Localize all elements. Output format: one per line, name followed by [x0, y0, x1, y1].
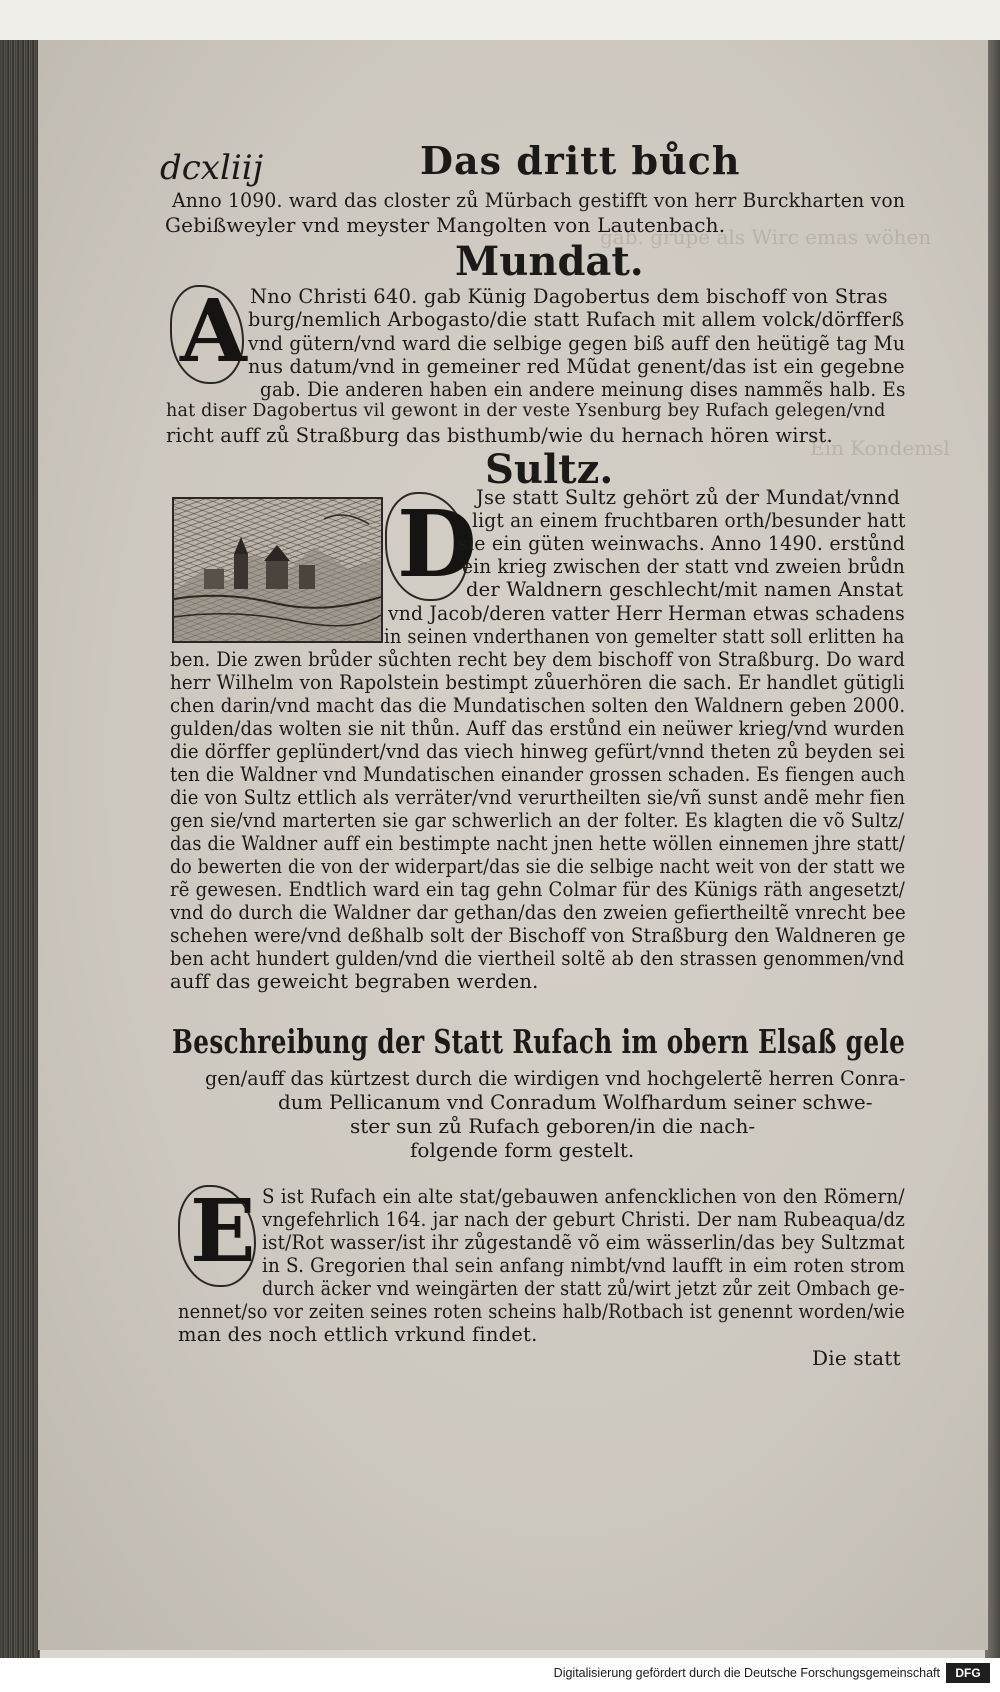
dfg-logo-icon: DFG	[946, 1663, 990, 1683]
sultz-line: ten die Waldner vnd Mundatischen einander grossen schaden. Es fiengen auch	[170, 763, 906, 786]
sultz-line: schehen were/vnd deßhalb solt der Bischoff von Straßburg den Waldneren ge	[170, 924, 906, 947]
section-heading-rufach: Beschreibung der Statt Rufach im obern Elsaß gele	[172, 1022, 906, 1061]
ornamental-initial-a: A	[170, 285, 245, 385]
sultz-line: die dörffer geplündert/vnd das viech hinweg gefürt/vnnd theten zů beyden sei	[170, 740, 906, 763]
section-heading-sultz: Sultz.	[485, 446, 614, 493]
sultz-line: sie ein güten weinwachs. Anno 1490. erstůnd	[458, 532, 906, 555]
rufach-line: S ist Rufach ein alte stat/gebauwen anfencklichen von den Römern/	[262, 1185, 905, 1208]
rufach-subheading-line: gen/auff das kürtzest durch die wirdigen vnd hochgelertẽ herren Conra-	[205, 1066, 906, 1090]
sultz-line: Jse statt Sultz gehört zů der Mundat/vnnd	[476, 486, 901, 509]
rufach-line: ist/Rot wasser/ist ihr zůgestandẽ võ eim wässerlin/das bey Sultzmat	[262, 1231, 905, 1254]
sultz-line: gulden/das wolten sie nit thůn. Auff das erstůnd ein neüwer krieg/vnd wurden	[170, 717, 905, 740]
sultz-line: gen sie/vnd marterten sie gar schwerlich an der folter. Es klagten die võ Sultz/	[170, 809, 905, 832]
sultz-line: chen darin/vnd macht das die Mundatischen solten den Waldnern geben 2000.	[170, 694, 906, 717]
sultz-line: das die Waldner auff ein bestimpte nacht jnen hette wöllen einnemen jhre statt/	[170, 832, 906, 855]
mundat-line: Nno Christi 640. gab Künig Dagobertus dem bischoff von Stras	[250, 285, 888, 308]
sultz-line: herr Wilhelm von Rapolstein bestimpt zůuerhören die sach. Er handlet gütigli	[170, 671, 905, 694]
mundat-line: hat diser Dagobertus vil gewont in der veste Ysenburg bey Rufach gelegen/vnd	[166, 401, 886, 421]
sultz-line: auff das geweicht begraben werden.	[170, 970, 539, 993]
folio-number: dcxliij	[160, 148, 264, 188]
sultz-line: vnd Jacob/deren vatter Herr Herman etwas schadens	[388, 602, 905, 625]
funding-credit: Digitalisierung gefördert durch die Deutsche Forschungsgemeinschaft	[553, 1666, 940, 1680]
rufach-line: man des noch ettlich vrkund findet.	[178, 1323, 538, 1346]
sultz-line: in seinen vnderthanen von gemelter statt soll erlitten ha	[384, 625, 905, 648]
bleed-through-text: gab. grupe als Wirc emas wöhen	[600, 225, 932, 249]
mundat-line: gab. Die anderen haben ein andere meinung dises nammẽs halb. Es	[260, 378, 906, 401]
sultz-line: die von Sultz ettlich als verräter/vnd verurtheilten sie/vñ sunst andẽ mehr fien	[170, 786, 906, 809]
sultz-line: ben. Die zwen brůder sůchten recht bey dem bischoff von Straßburg. Do ward	[170, 648, 906, 671]
rufach-subheading-line: dum Pellicanum vnd Conradum Wolfhardum seiner schwe-	[278, 1090, 873, 1114]
rufach-subheading-line: ster sun zů Rufach geboren/in die nach-	[350, 1114, 756, 1138]
running-head: Das dritt bůch	[420, 138, 741, 183]
rufach-line: durch äcker vnd weingärten der statt zů/wirt jetzt zůr zeit Ombach ge-	[262, 1277, 905, 1300]
ornamental-initial-e: E	[178, 1185, 256, 1287]
rufach-line: nennet/so vor zeiten seines roten scheins halb/Rotbach ist genennt worden/wie	[178, 1300, 906, 1323]
sultz-line: der Waldnern geschlecht/mit namen Anstat	[466, 578, 904, 601]
sultz-line: ein krieg zwischen der statt vnd zweien brůdn	[462, 555, 905, 578]
intro-line: Anno 1090. ward das closter zů Mürbach gestifft von herr Burckharten von	[172, 188, 906, 212]
town-view-woodcut-icon	[172, 497, 383, 643]
intro-line: Gebißweyler vnd meyster Mangolten von Lautenbach.	[165, 213, 726, 237]
rufach-line: in S. Gregorien thal sein anfang nimbt/vnd laufft in eim roten strom	[262, 1254, 906, 1277]
bleed-through-text: Ein Kondemsl	[810, 436, 950, 460]
section-heading-mundat: Mundat.	[455, 238, 644, 285]
rufach-line: vngefehrlich 164. jar nach der geburt Christi. Der nam Rubeaqua/dz	[262, 1208, 906, 1231]
mundat-line: burg/nemlich Arbogasto/die statt Rufach mit allem volck/dörfferß	[248, 308, 905, 331]
mundat-line: richt auff zů Straßburg das bisthumb/wie du hernach hören wirst.	[166, 424, 833, 447]
sultz-line: rẽ gewesen. Endtlich ward ein tag gehn Colmar für des Künigs räth angesetzt/	[170, 878, 906, 901]
sultz-line: ben acht hundert gulden/vnd die viertheil soltẽ ab den strassen genommen/vnd	[170, 947, 905, 970]
book-page-edges	[0, 40, 40, 1658]
sultz-line: ligt an einem fruchtbaren orth/besunder hatt	[472, 509, 906, 532]
rufach-subheading-line: folgende form gestelt.	[410, 1138, 635, 1162]
sultz-line: vnd do durch die Waldner dar gethan/das den zweien gefiertheiltẽ vnrecht bee	[170, 901, 906, 924]
catchword: Die statt	[812, 1346, 901, 1370]
mundat-line: vnd gütern/vnd ward die selbige gegen biß auff den heütigẽ tag Mu	[248, 332, 906, 355]
sultz-line: do bewerten die von der widerpart/das sie die selbige nacht weit von der statt we	[170, 855, 906, 878]
ornamental-initial-d: D	[385, 492, 470, 602]
mundat-line: nus datum/vnd in gemeiner red Mũdat genent/das ist ein gegebne	[248, 355, 905, 378]
